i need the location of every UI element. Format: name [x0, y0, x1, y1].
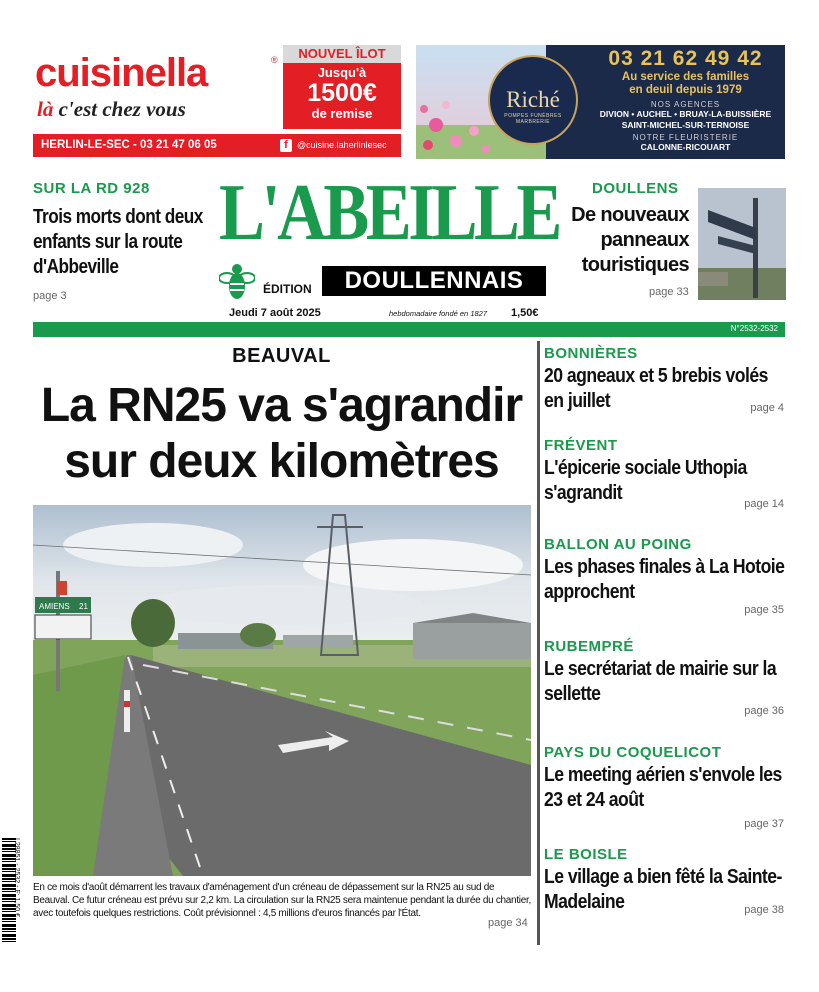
brief-kicker: FRÉVENT [544, 437, 618, 454]
facebook-icon: f [280, 139, 292, 152]
main-story-caption: En ce mois d'août démarrent les travaux d'aménagement d'un créneau de dépassement sur la RN25 au sud de Beauval. Ce futur créneau est prévu sur 2,2 km. La circulation sur la RN25 sera maintenue pendant la durée du chantier, avec toutefois quelques restrictions. Coût prévisionnel : 4,5 millions d'euros financés par l'État. [33, 882, 531, 919]
issue-date: Jeudi 7 août 2025 [229, 307, 321, 319]
brief-kicker: RUBEMPRÉ [544, 638, 634, 655]
cuisinella-contact: HERLIN-LE-SEC - 03 21 47 06 05 [41, 139, 217, 151]
brief-page: page 14 [744, 498, 784, 510]
riche-florist-town: CALONNE-RICOUART [640, 142, 731, 152]
main-story-kicker: BEAUVAL [232, 345, 331, 367]
issue-number: N°2532-2532 [730, 324, 778, 333]
cuisinella-tagline: là c'est chez vous [37, 97, 186, 121]
edition-label: ÉDITION [263, 282, 312, 296]
left-teaser-headline: Trois morts dont deux enfants sur la route d'Abbeville [33, 206, 203, 278]
brief-kicker: BALLON AU POING [544, 536, 692, 553]
brief-headline: Le meeting aérien s'envole les 23 et 24 août [544, 764, 782, 811]
cuisinella-contact-bar [33, 134, 401, 157]
edition-name: DOULLENNAIS [322, 266, 546, 296]
brief-kicker: PAYS DU COQUELICOT [544, 744, 722, 761]
riche-logo: Riché POMPES FUNÈBRES MARBRERIE [488, 55, 578, 145]
brief-page: page 36 [744, 705, 784, 717]
main-story-page: page 34 [488, 917, 528, 929]
right-teaser-headline: De nouveaux panneaux touristiques [571, 204, 689, 276]
riche-phone: 03 21 62 49 42 [608, 47, 763, 70]
riche-towns-2: SAINT-MICHEL-SUR-TERNOISE [621, 120, 750, 130]
cuisinella-social: @cuisine.laherlinlesec [297, 140, 387, 150]
brief-headline: Le secrétariat de mairie sur la sellette [544, 658, 777, 705]
main-story-headline[interactable]: La RN25 va s'agrandir sur deux kilomètres [40, 379, 523, 488]
brief-ballon-au-poing[interactable] [544, 536, 788, 616]
brief-headline: Le village a bien fêté la Sainte-Madelaine [544, 866, 782, 913]
cuisinella-promo [283, 45, 401, 129]
bee-icon [219, 260, 255, 302]
brief-page: page 38 [744, 904, 784, 916]
brief-headline: 20 agneaux et 5 brebis volés en juillet [544, 365, 768, 412]
barcode [2, 838, 28, 942]
road-sign-text: AMIENS [39, 602, 70, 611]
brief-kicker: LE BOISLE [544, 846, 628, 863]
main-story-photo [33, 505, 531, 876]
riche-service-2: en deuil depuis 1979 [629, 84, 742, 96]
brief-page: page 4 [750, 402, 784, 414]
right-teaser-kicker: DOULLENS [592, 180, 679, 197]
brief-pays-du-coquelicot[interactable] [544, 744, 788, 830]
riche-ad[interactable] [416, 45, 785, 159]
brief-rubempre[interactable] [544, 638, 788, 717]
promo-line3: de remise [311, 106, 373, 121]
brief-bonnieres[interactable] [544, 345, 788, 414]
riche-florist-label: NOTRE FLEURISTERIE [632, 133, 739, 142]
founded-note: hebdomadaire fondé en 1827 [389, 309, 487, 318]
riche-towns-1: DIVION • AUCHEL • BRUAY-LA-BUISSIÈRE [599, 109, 772, 119]
promo-amount: 1500€ [307, 79, 377, 107]
signpost-photo [698, 188, 786, 300]
brief-kicker: BONNIÈRES [544, 345, 638, 362]
brief-frevent[interactable] [544, 437, 788, 510]
riche-service-1: Au service des familles [621, 71, 750, 83]
promo-head: NOUVEL ÎLOT [283, 45, 401, 63]
column-divider [537, 341, 540, 945]
promo-line1: Jusqu'à [317, 65, 367, 80]
masthead-title: L'ABEILLE [219, 169, 559, 257]
brief-page: page 37 [744, 818, 784, 830]
brief-headline: Les phases finales à La Hotoie approchent [544, 556, 785, 603]
cuisinella-logo: cuisinella [35, 51, 208, 95]
brief-headline: L'épicerie sociale Uthopia s'agrandit [544, 457, 747, 504]
barcode-number: I 28851 - 2532 - F: 1,50 € [13, 838, 20, 917]
left-teaser-page: page 3 [33, 290, 67, 302]
issue-price: 1,50€ [511, 307, 539, 319]
masthead-rule [33, 322, 785, 337]
registered-mark-icon: ® [271, 55, 278, 65]
brief-page: page 35 [744, 604, 784, 616]
dateline [219, 307, 546, 321]
road-sign-number: 21 [79, 602, 88, 611]
brief-le-boisle[interactable] [544, 846, 788, 915]
riche-agences-label: NOS AGENCES [650, 100, 721, 109]
masthead-logo[interactable] [219, 168, 559, 303]
left-teaser[interactable] [33, 180, 218, 302]
cuisinella-ad[interactable] [33, 45, 401, 157]
left-teaser-kicker: SUR LA RD 928 [33, 180, 150, 197]
right-teaser-page: page 33 [649, 286, 689, 298]
right-teaser[interactable] [556, 180, 792, 300]
